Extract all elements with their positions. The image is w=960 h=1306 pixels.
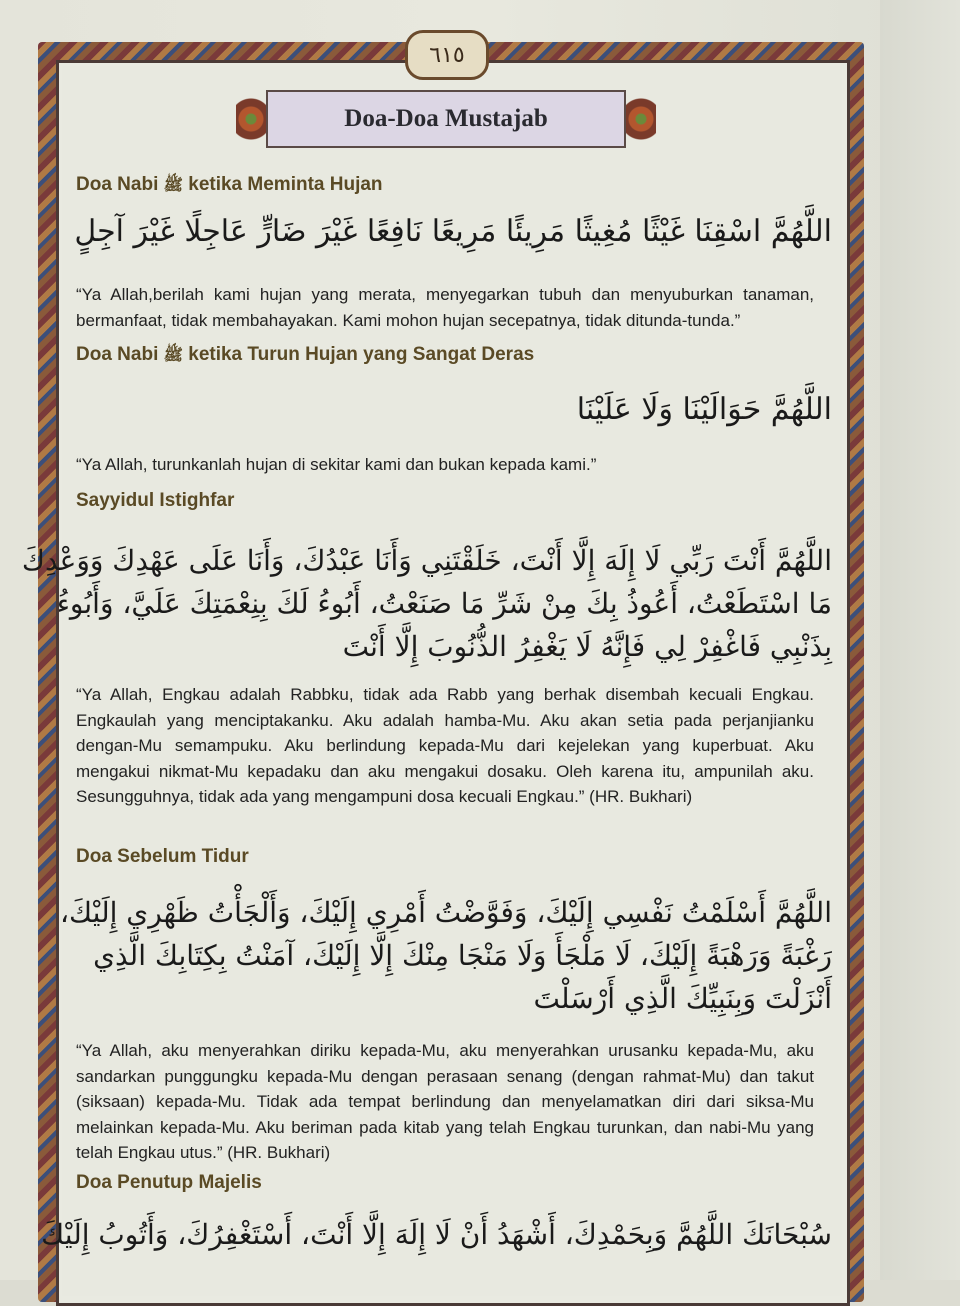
translation: “Ya Allah, turunkanlah hujan di sekitar kami dan bukan kepada kami.” — [76, 455, 597, 474]
arabic-prayer: اللَّهُمَّ اسْقِنَا غَيْثًا مُغِيثًا مَرِيئًا مَرِيعًا نَافِعًا غَيْرَ ضَارٍّ عَاجِلًا غَيْرَ آجِلٍ — [74, 214, 832, 249]
section-heading — [76, 344, 534, 368]
arabic-prayer: سُبْحَانَكَ اللَّهُمَّ وَبِحَمْدِكَ، أَشْهَدُ أَنْ لَا إِلَهَ إِلَّا أَنْتَ، أَسْتَغْفِرُكَ، وَأَتُوبُ إِلَيْكَ — [41, 1218, 832, 1251]
heading-text: ketika Turun Hujan yang Sangat Deras — [188, 344, 535, 365]
heading-text: Doa Nabi — [76, 174, 159, 195]
section-heading: Doa Penutup Majelis — [76, 1172, 262, 1193]
arabic-prayer-line: اللَّهُمَّ أَنْتَ رَبِّي لَا إِلَهَ إِلَّا أَنْتَ، خَلَقْتَنِي وَأَنَا عَبْدُكَ، وَأَنَا عَلَى عَهْدِكَ وَوَعْدِكَ — [21, 544, 832, 577]
honorific-icon: ﷺ — [163, 345, 183, 364]
page-number: ٦١٥ — [405, 30, 489, 80]
heading-text: Doa Nabi — [76, 344, 159, 365]
translation: “Ya Allah, aku menyerahkan diriku kepada-Mu, aku menyerahkan urusanku kepada-Mu, aku sandarkan punggungku kepada-Mu dengan perasaan senang (dengan rahmat-Mu) dan takut (siksaan) kepada-Mu. Tidak ada tempat berlindung dan menyelamatkan diri dari siksa-Mu melainkan kepada-Mu. Aku beriman pada kitab yang telah Engkau turunkan, dan nabi-Mu yang telah Engkau utus.” (HR. Bukhari) — [76, 1041, 814, 1162]
arabic-prayer-line: اللَّهُمَّ أَسْلَمْتُ نَفْسِي إِلَيْكَ، وَفَوَّضْتُ أَمْرِي إِلَيْكَ، وَأَلْجَأْتُ ظَهْرِي إِلَيْكَ، — [59, 896, 832, 929]
arabic-prayer-line: رَغْبَةً وَرَهْبَةً إِلَيْكَ، لَا مَلْجَأَ وَلَا مَنْجَا مِنْكَ إِلَّا إِلَيْكَ، آمَنْتُ بِكِتَابِكَ الَّذِي — [93, 939, 832, 972]
translation: “Ya Allah, Engkau adalah Rabbku, tidak ada Rabb yang berhak disembah kecuali Engkau. Engkaulah yang menciptakanku. Aku adalah hamba-Mu. Aku akan setia pada perjanjianku dengan-Mu semampuku. Aku berlindung kepada-Mu dari kejelekan yang kuperbuat. Aku mengakui nikmat-Mu kepadaku dan aku mengakui dosaku. Oleh karena itu, ampunilah aku. Sesungguhnya, tidak ada yang mengampuni dosa kecuali Engkau.” (HR. Bukhari) — [76, 685, 814, 806]
floral-ornament-icon — [236, 92, 266, 146]
arabic-prayer-line: بِذَنْبِي فَاغْفِرْ لِي فَإِنَّهُ لَا يَغْفِرُ الذُّنُوبَ إِلَّا أَنْتَ — [342, 630, 832, 663]
heading-text: ketika Meminta Hujan — [188, 174, 383, 195]
adjacent-page-edge — [880, 0, 960, 1280]
arabic-prayer: اللَّهُمَّ حَوَالَيْنَا وَلَا عَلَيْنَا — [576, 392, 832, 427]
floral-ornament-icon — [626, 92, 656, 146]
page-title: Doa-Doa Mustajab — [266, 90, 626, 148]
section-heading: Sayyidul Istighfar — [76, 490, 235, 511]
translation: “Ya Allah,berilah kami hujan yang merata, menyegarkan tubuh dan menyuburkan tanaman, bermanfaat, tidak membahayakan. Kami mohon hujan secepatnya, tidak ditunda-tunda.” — [76, 285, 814, 330]
section-heading — [76, 174, 383, 198]
title-banner — [236, 90, 656, 148]
arabic-prayer-line: أَنْزَلْتَ وَبِنَبِيِّكَ الَّذِي أَرْسَلْتَ — [533, 982, 832, 1015]
arabic-prayer-line: مَا اسْتَطَعْتُ، أَعُوذُ بِكَ مِنْ شَرِّ مَا صَنَعْتُ، أَبُوءُ لَكَ بِنِعْمَتِكَ عَلَيَّ، وَأَبُوءُ — [56, 587, 832, 620]
honorific-icon: ﷺ — [163, 175, 183, 194]
section-heading: Doa Sebelum Tidur — [76, 846, 249, 867]
